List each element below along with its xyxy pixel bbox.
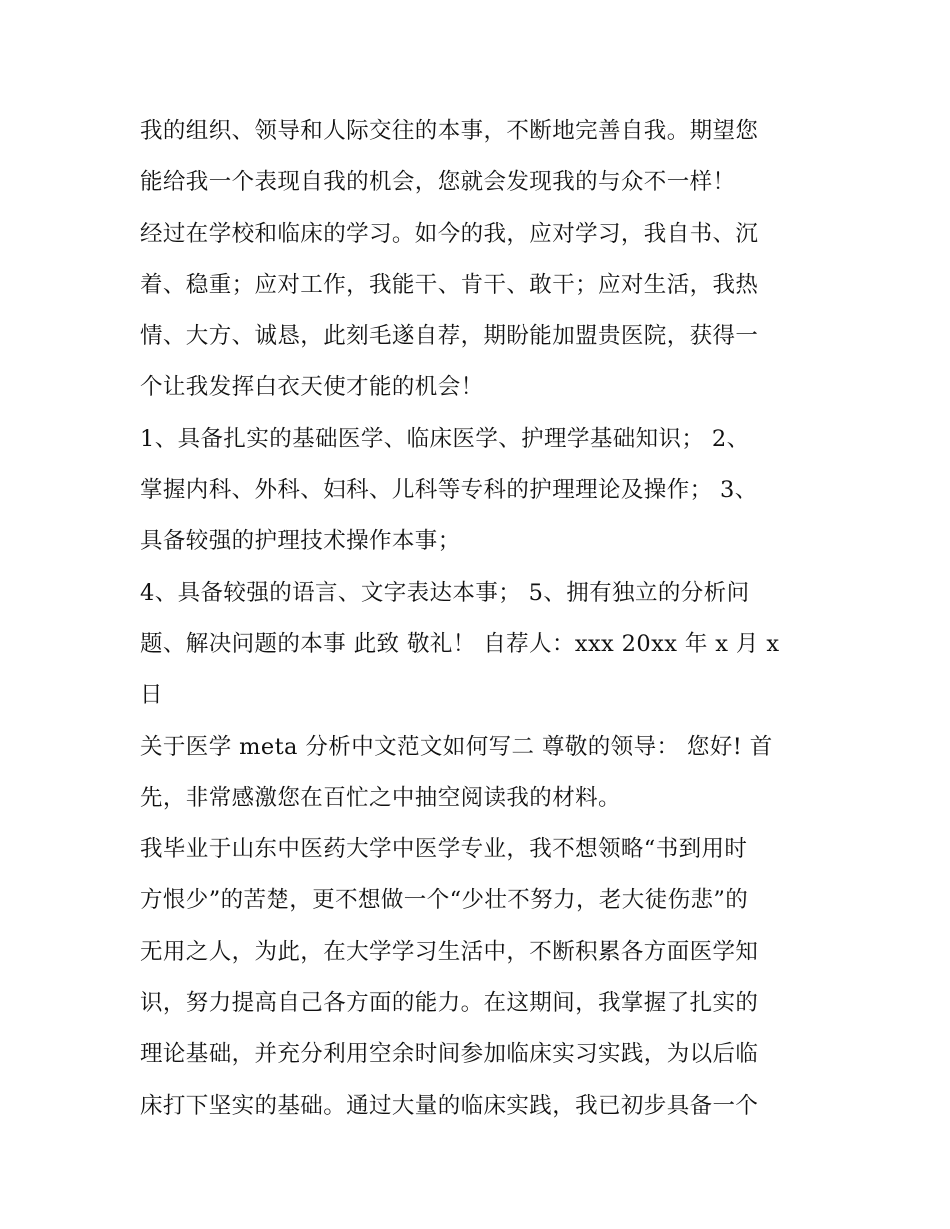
text-line: 具备较强的护理技术操作本事； xyxy=(140,528,461,555)
text-line: 无用之人，为此，在大学学习生活中，不断积累各方面医学知 xyxy=(140,938,759,965)
text-line: 识，努力提高自己各方面的能力。在这期间，我掌握了扎实的 xyxy=(140,990,759,1017)
paragraph-skills-list-1 xyxy=(140,414,820,568)
document-body xyxy=(140,106,820,1132)
text-line: 题、解决问题的本事 此致 敬礼！ 自荐人：xxx 20xx 年 x 月 x xyxy=(140,630,780,657)
paragraph-self-improvement xyxy=(140,106,820,209)
text-line: 日 xyxy=(140,682,163,709)
text-line: 1、具备扎实的基础医学、临床医学、护理学基础知识； 2、 xyxy=(140,425,750,452)
paragraph-second-letter-opening xyxy=(140,722,820,825)
text-line: 个让我发挥白衣天使才能的机会！ xyxy=(140,374,484,401)
text-line: 我毕业于山东中医药大学中医学专业，我不想领略“书到用时 xyxy=(140,836,748,863)
text-line: 能给我一个表现自我的机会，您就会发现我的与众不一样！ xyxy=(140,169,736,196)
text-line: 先，非常感激您在百忙之中抽空阅读我的材料。 xyxy=(140,784,621,811)
paragraph-education-background xyxy=(140,824,820,1132)
text-line: 理论基础，并充分利用空余时间参加临床实习实践，为以后临 xyxy=(140,1041,759,1068)
text-line: 床打下坚实的基础。通过大量的临床实践，我已初步具备一个 xyxy=(140,1092,759,1119)
text-line: 着、稳重；应对工作，我能干、肯干、敢干；应对生活，我热 xyxy=(140,271,759,298)
paragraph-self-recommendation xyxy=(140,209,820,414)
text-line: 掌握内科、外科、妇科、儿科等专科的护理理论及操作； 3、 xyxy=(140,477,758,504)
text-line: 情、大方、诚恳，此刻毛遂自荐，期盼能加盟贵医院，获得一 xyxy=(140,323,759,350)
text-line: 4、具备较强的语言、文字表达本事； 5、拥有独立的分析问 xyxy=(140,579,750,606)
text-line: 关于医学 meta 分析中文范文如何写二 尊敬的领导： 您好! 首 xyxy=(140,733,773,760)
text-line: 我的组织、领导和人际交往的本事，不断地完善自我。期望您 xyxy=(140,118,759,144)
text-line: 经过在学校和临床的学习。如今的我，应对学习，我自书、沉 xyxy=(140,220,759,247)
text-line: 方恨少”的苦楚，更不想做一个“少壮不努力，老大徒伤悲”的 xyxy=(140,887,749,914)
paragraph-skills-list-2 xyxy=(140,568,820,722)
